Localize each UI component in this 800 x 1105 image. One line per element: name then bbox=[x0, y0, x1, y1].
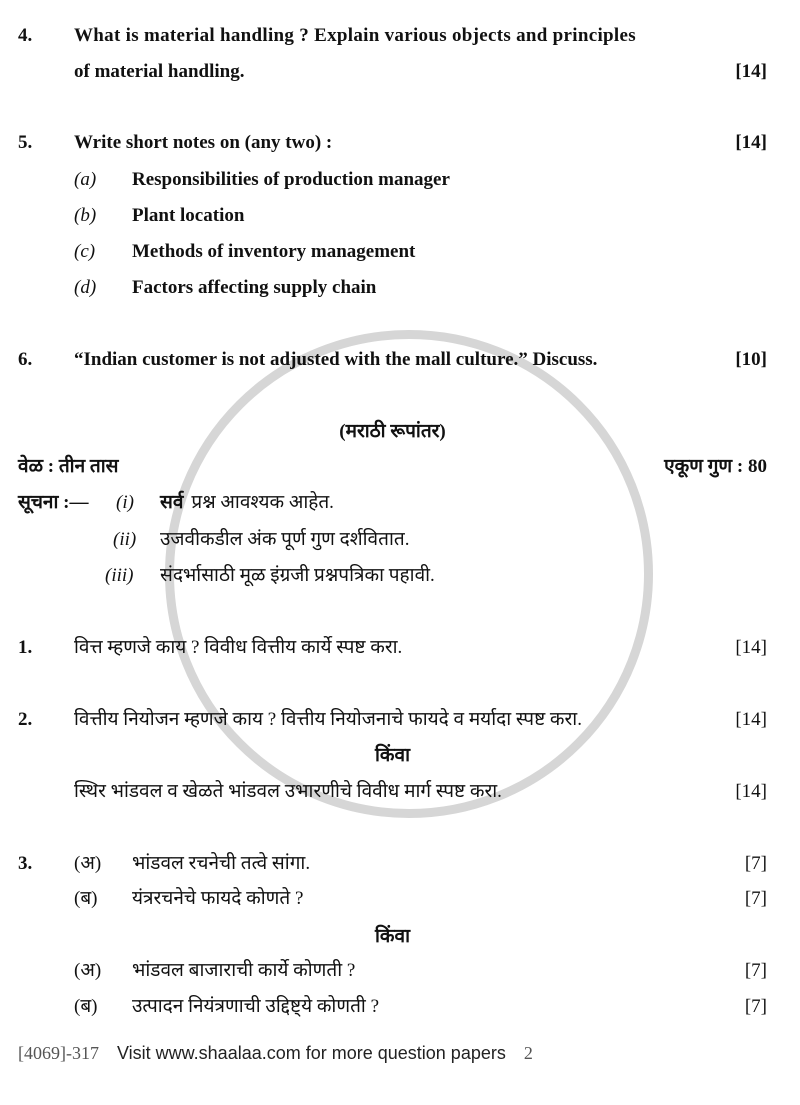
question-4 bbox=[0, 25, 800, 47]
question-text: Write short notes on (any two) : bbox=[74, 132, 333, 153]
marathi-question-3a bbox=[0, 853, 800, 875]
item-label: (iii) bbox=[105, 565, 134, 586]
question-4-cont bbox=[0, 61, 800, 83]
question-6 bbox=[0, 349, 800, 371]
item-label: (ब) bbox=[74, 888, 98, 909]
item-label: (a) bbox=[74, 169, 97, 190]
marks: [10] bbox=[735, 349, 767, 370]
marks: [7] bbox=[744, 888, 767, 909]
list-item bbox=[0, 205, 800, 227]
marathi-question-1 bbox=[0, 637, 800, 659]
marks: [14] bbox=[735, 61, 767, 82]
marathi-question-2 bbox=[0, 709, 800, 731]
question-text: of material handling. bbox=[74, 61, 245, 82]
list-item bbox=[0, 169, 800, 191]
instructions-label: सूचना :— bbox=[18, 492, 89, 513]
instruction-text: प्रश्न आवश्यक आहेत. bbox=[191, 492, 334, 513]
marks: [7] bbox=[744, 960, 767, 981]
question-text: वित्त म्हणजे काय ? विवीध वित्तीय कार्ये स्पष्ट करा. bbox=[74, 637, 403, 658]
item-text: Methods of inventory management bbox=[132, 241, 416, 262]
instruction-text: संदर्भासाठी मूळ इंग्रजी प्रश्नपत्रिका पहावी. bbox=[160, 565, 435, 586]
exam-meta bbox=[0, 456, 800, 478]
question-5 bbox=[0, 132, 800, 154]
list-item bbox=[0, 277, 800, 299]
item-text: Plant location bbox=[132, 205, 245, 226]
item-label: (c) bbox=[74, 241, 96, 262]
exam-duration: वेळ : तीन तास bbox=[18, 456, 119, 477]
or-text: किंवा bbox=[375, 926, 410, 947]
marathi-question-3a-alt bbox=[0, 960, 800, 982]
marathi-question-3b-alt bbox=[0, 996, 800, 1018]
marks: [14] bbox=[735, 709, 767, 730]
question-text: उत्पादन नियंत्रणाची उद्दिष्ट्ये कोणती ? bbox=[132, 996, 380, 1017]
list-item bbox=[0, 241, 800, 263]
marks: [14] bbox=[735, 132, 767, 153]
item-label: (अ) bbox=[74, 960, 102, 981]
total-marks: एकूण गुण : 80 bbox=[664, 456, 767, 477]
question-number: 4. bbox=[18, 25, 33, 46]
item-text: Responsibilities of production manager bbox=[132, 169, 450, 190]
item-label: (d) bbox=[74, 277, 97, 298]
promo-link[interactable]: Visit www.shaalaa.com for more question papers bbox=[116, 1043, 506, 1063]
instruction-2 bbox=[0, 529, 800, 551]
or-text: किंवा bbox=[375, 745, 410, 766]
marks: [14] bbox=[735, 781, 767, 802]
question-text: स्थिर भांडवल व खेळते भांडवल उभारणीचे विवीध मार्ग स्पष्ट करा. bbox=[74, 781, 502, 802]
or-separator bbox=[0, 926, 800, 948]
question-text: “Indian customer is not adjusted with the mall culture.” Discuss. bbox=[74, 349, 598, 370]
instruction-3 bbox=[0, 565, 800, 587]
marks: [14] bbox=[735, 637, 767, 658]
question-number: 1. bbox=[18, 637, 33, 658]
item-label: (अ) bbox=[74, 853, 102, 874]
marks: [7] bbox=[744, 996, 767, 1017]
page-number: 2 bbox=[523, 1043, 533, 1063]
or-separator bbox=[0, 745, 800, 767]
question-number: 5. bbox=[18, 132, 33, 153]
paper-code: [4069]-317 bbox=[18, 1043, 99, 1063]
marathi-question-2-alt bbox=[0, 781, 800, 803]
question-text: भांडवल रचनेची तत्वे सांगा. bbox=[132, 853, 311, 874]
item-label: (ii) bbox=[113, 529, 137, 550]
emphasis: सर्व bbox=[160, 492, 184, 513]
question-number: 2. bbox=[18, 709, 33, 730]
question-number: 3. bbox=[18, 853, 33, 874]
question-text: भांडवल बाजाराची कार्ये कोणती ? bbox=[132, 960, 356, 981]
marathi-question-3b bbox=[0, 888, 800, 910]
marks: [7] bbox=[744, 853, 767, 874]
section-heading bbox=[0, 421, 800, 443]
question-paper-page bbox=[0, 25, 800, 1064]
section-heading-text: (मराठी रूपांतर) bbox=[339, 421, 446, 442]
question-number: 6. bbox=[18, 349, 33, 370]
item-text: Factors affecting supply chain bbox=[132, 277, 377, 298]
instruction-text: उजवीकडील अंक पूर्ण गुण दर्शवितात. bbox=[160, 529, 410, 550]
instruction-1 bbox=[0, 492, 800, 514]
item-label: (ब) bbox=[74, 996, 98, 1017]
item-label: (b) bbox=[74, 205, 97, 226]
question-text: यंत्ररचनेचे फायदे कोणते ? bbox=[132, 888, 304, 909]
item-label: (i) bbox=[116, 492, 134, 513]
question-text: What is material handling ? Explain various objects and principles bbox=[74, 25, 636, 46]
question-text: वित्तीय नियोजन म्हणजे काय ? वित्तीय नियोजनाचे फायदे व मर्यादा स्पष्ट करा. bbox=[74, 709, 582, 730]
footer bbox=[0, 1042, 800, 1064]
